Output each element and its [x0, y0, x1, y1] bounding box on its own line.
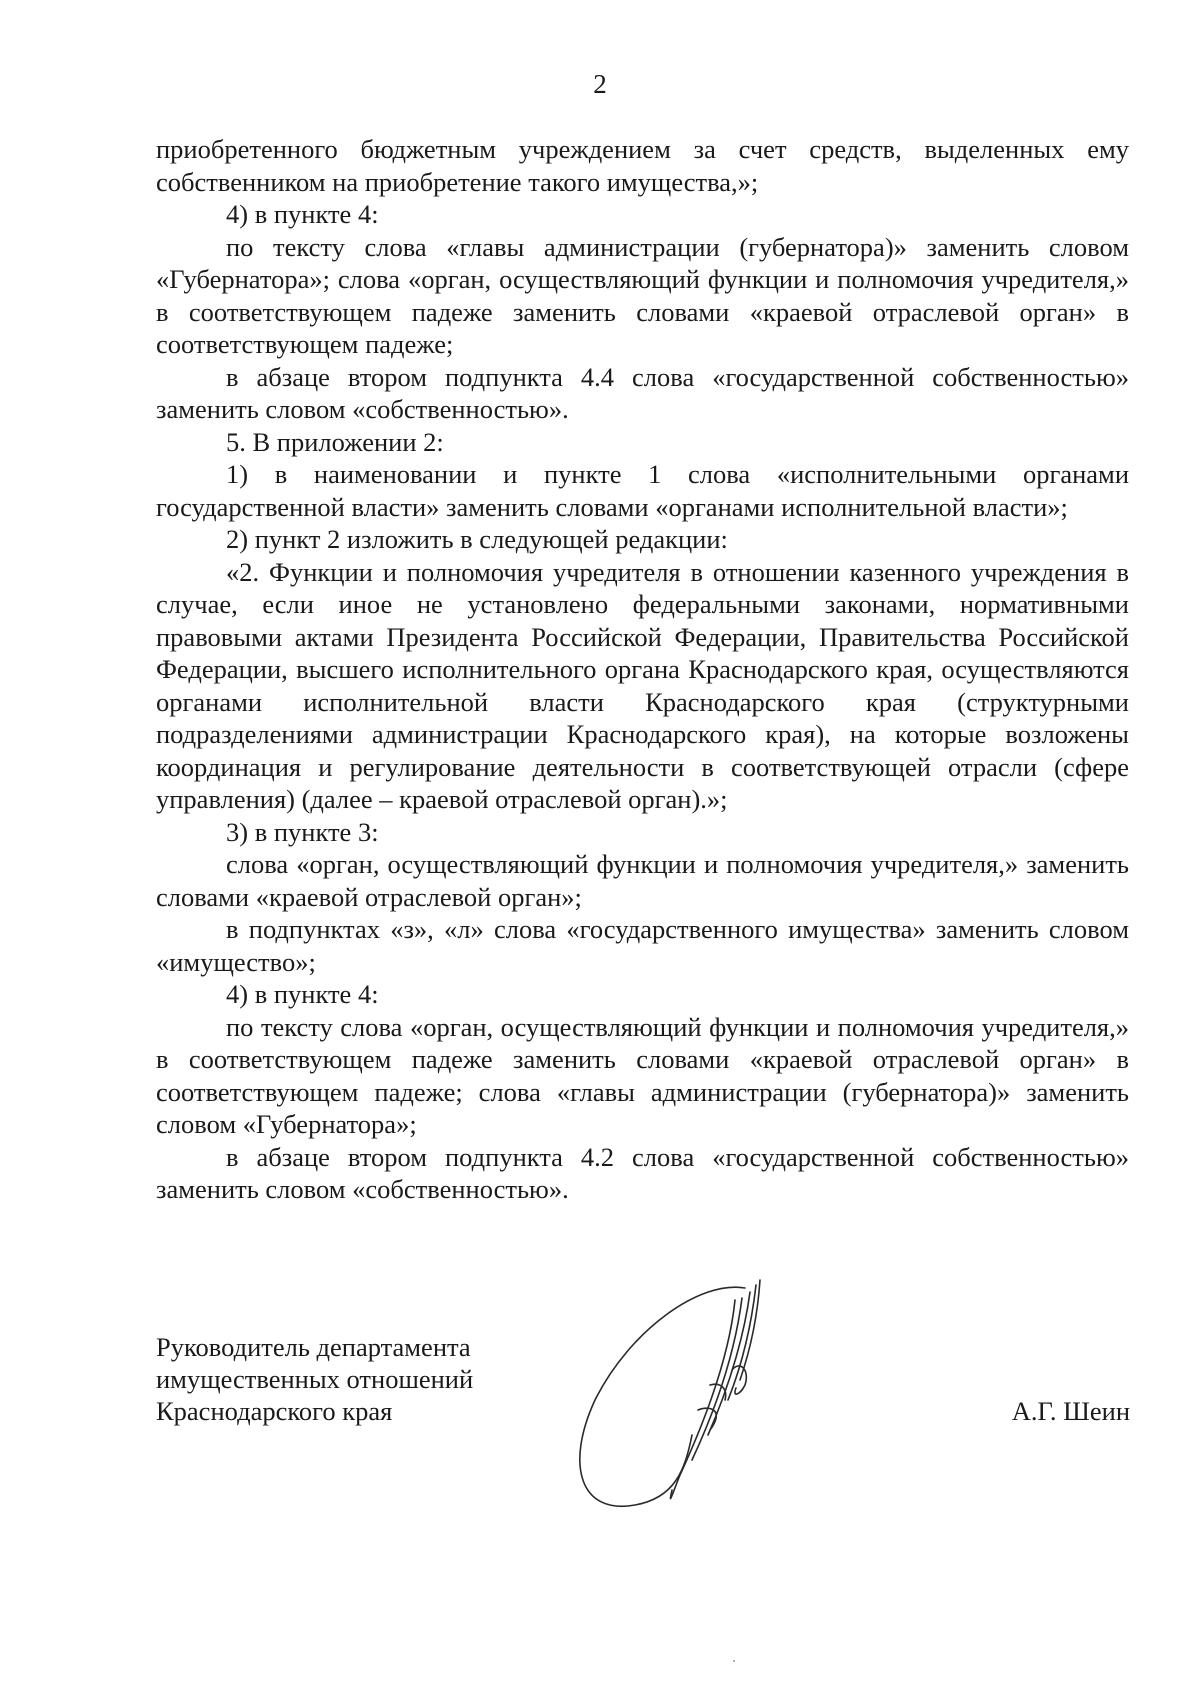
signer-title-line-3: Краснодарского края — [156, 1396, 393, 1426]
scan-speck — [733, 1660, 735, 1662]
body-paragraph: в абзаце втором подпункта 4.2 слова «государственной собственностью» заменить словом «собственностью». — [156, 1141, 1129, 1204]
body-paragraph: 5. В приложении 2: — [226, 426, 444, 457]
document-body — [156, 133, 1129, 1206]
body-paragraph: в подпунктах «з», «л» слова «государственного имущества» заменить словом «имущество»; — [156, 914, 1129, 977]
signer-title-line-2: имущественных отношений — [156, 1364, 474, 1394]
body-paragraph: 4) в пункте 4: — [226, 199, 379, 229]
body-paragraph: 2) пункт 2 изложить в следующей редакции: — [226, 524, 728, 554]
body-paragraph: по тексту слова «орган, осуществляющий функции и полномочия учредителя,» в соответствующем падеже заменить словами «краевой отраслевой орган» в соответствующем падеже; слова «главы администрации (губернатора)» заменить словом «Губернатора»; — [156, 1011, 1129, 1139]
body-paragraph: 1) в наименовании и пункте 1 слова «исполнительными органами государственной власти» заменить словами «органами исполнительной власти»; — [156, 459, 1129, 522]
signer-name: А.Г. Шеин — [1011, 1396, 1130, 1426]
body-paragraph: «2. Функции и полномочия учредителя в отношении казенного учреждения в случае, если иное не установлено федеральными законами, нормативными правовыми актами Президента Российской Федерации, Правительства Российской Федерации, высшего исполнительного органа Краснодарского края, осуществляются органами исполнительной власти Краснодарского края (структурными подразделениями администрации Краснодарского края), на которые возложены координация и регулирование деятельности в соответствующей отрасли (сфере управления) (далее – краевой отраслевой орган).»; — [156, 556, 1129, 814]
handwritten-signature — [560, 1270, 830, 1530]
body-paragraph: приобретенного бюджетным учреждением за счет средств, выделенных ему собственником на приобретение такого имущества,»; — [156, 134, 1129, 197]
body-paragraph: 4) в пункте 4: — [226, 979, 379, 1009]
page-number: 2 — [593, 69, 607, 99]
body-paragraph: по тексту слова «главы администрации (губернатора)» заменить словом «Губернатора»; слова «орган, осуществляющий функции и полномочия учредителя,» в соответствующем падеже заменить словами «краевой отраслевой орган» в соответствующем падеже; — [156, 231, 1129, 359]
body-paragraph: в абзаце втором подпункта 4.4 слова «государственной собственностью» заменить словом «собственностью». — [156, 361, 1129, 424]
body-paragraph: слова «орган, осуществляющий функции и полномочия учредителя,» заменить словами «краевой отраслевой орган»; — [156, 849, 1129, 912]
body-paragraph: 3) в пункте 3: — [226, 816, 379, 847]
signer-title-line-1: Руководитель департамента — [156, 1332, 471, 1362]
